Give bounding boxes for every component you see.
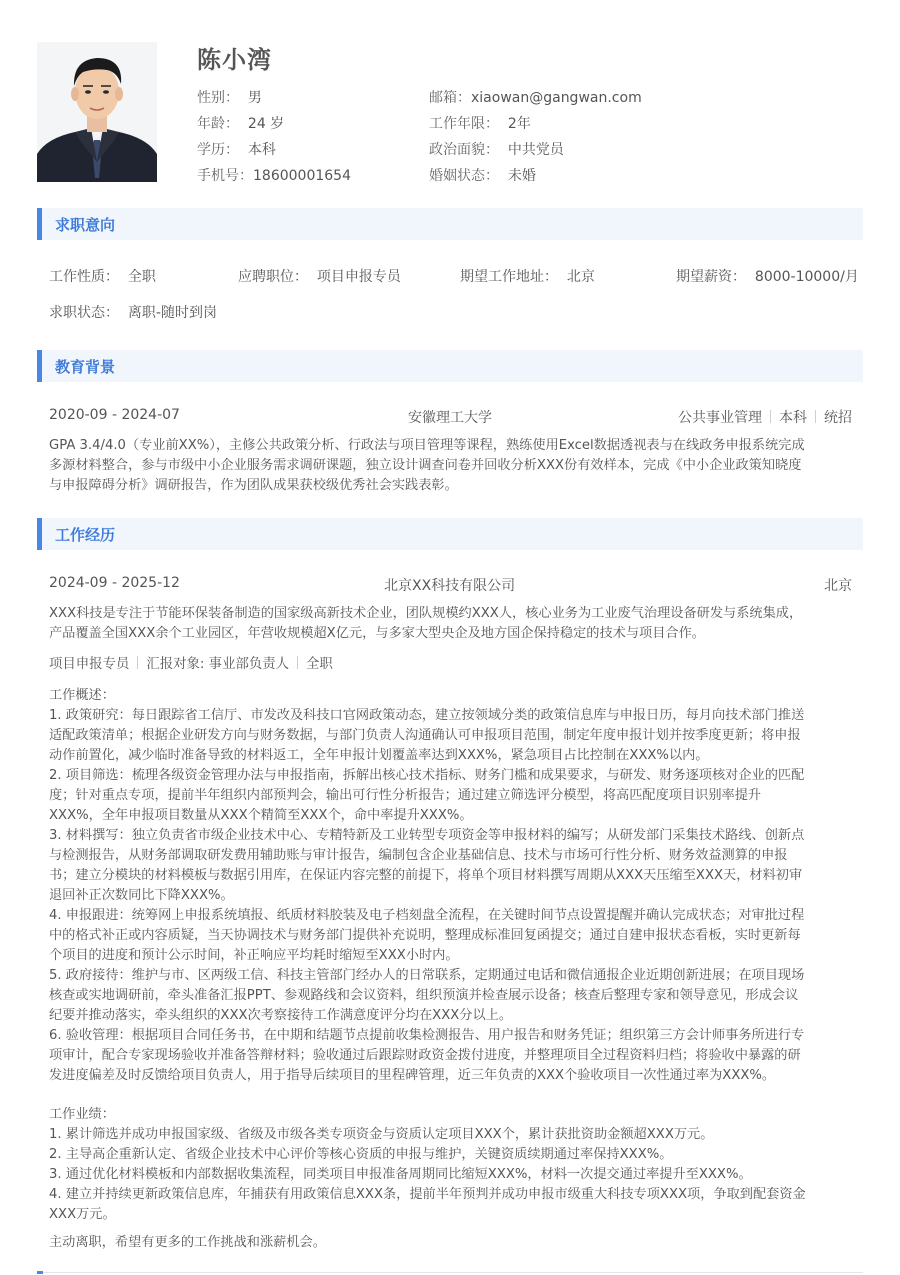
- intent-salary-label: 期望薪资：: [676, 269, 746, 285]
- text-line: 1. 累计筛选并成功申报国家级、省级及市级各类专项资金与资质认定项目XXX个，累计获批资助金额超XXX万元。: [49, 1127, 714, 1142]
- leave-reason: 主动离职，希望有更多的工作挑战和涨薪机会。: [49, 1235, 326, 1250]
- intent-status: [49, 302, 217, 322]
- intent-location-value: 北京: [566, 269, 595, 285]
- candidate-name: 陈小湾: [197, 46, 272, 74]
- education-period: 2020-09 - 2024-07: [49, 407, 180, 423]
- text-line: 动作前置化，减少临时准备导致的材料返工，全年申报计划覆盖率达到XXX%，紧急项目占比控制在XXX%以内。: [49, 748, 709, 763]
- work-years-label: 工作年限：: [429, 116, 499, 132]
- text-line: 工作业绩：: [49, 1107, 115, 1122]
- divider: [815, 410, 816, 423]
- text-line: 纪要并推动落实，牵头组织的XXX次考察接待工作满意度评分均在XXX分以上。: [49, 1008, 513, 1023]
- email-value: xiaowan@gangwan.com: [471, 90, 642, 106]
- section-accent-bar: [37, 1271, 43, 1274]
- education-degree: 本科: [779, 410, 807, 426]
- section-title-work: 工作经历: [55, 526, 116, 544]
- text-line: 2. 项目筛选：梳理各级资金管理办法与申报指南，拆解出核心技术指标、财务门槛和成果要求，与研发、财务逐项核对企业的匹配: [49, 768, 805, 783]
- text-line: 4. 建立并持续更新政策信息库，年捕获有用政策信息XXX条，提前半年预判并成功申报市级重大科技专项XXX项，争取到配套资金: [49, 1187, 806, 1202]
- education-major: 公共事业管理: [678, 410, 762, 426]
- age-label: 年龄：: [197, 116, 239, 132]
- gender-field: [197, 87, 262, 107]
- education-type: 统招: [824, 410, 852, 426]
- text-line: 适配政策清单；根据企业研发方向与财务数据，与部门负责人沟通确认可申报项目范围，制定年度申报计划并按季度更新；将申报: [49, 728, 801, 743]
- intent-location: [460, 266, 595, 286]
- work-job-type: 全职: [306, 657, 333, 672]
- text-line: XXX%，全年申报项目数量从XXX个精简至XXX个，命中率提升XXX%。: [49, 808, 473, 823]
- section-header-intent: [37, 208, 863, 240]
- text-line: 中的格式补正或内容质疑，当天协调技术与财务部门提供补充说明，整理成标准回复函提交；通过自建申报状态看板，实时更新每: [49, 928, 801, 943]
- intent-status-value: 离职-随时到岗: [127, 305, 217, 321]
- phone-field: [197, 165, 351, 185]
- education-value: 本科: [247, 142, 276, 158]
- political-field: [429, 139, 564, 159]
- intent-status-label: 求职状态：: [49, 305, 119, 321]
- intent-position: [238, 266, 401, 286]
- phone-label: 手机号：: [197, 168, 253, 184]
- text-line: 多源材料整合，参与市级中小企业服务需求调研课题，独立设计调查问卷并回收分析XXX份有效样本，完成《中小企业政策知晓度: [49, 458, 802, 473]
- work-period: 2024-09 - 2025-12: [49, 575, 180, 591]
- email-label: 邮箱：: [429, 90, 471, 106]
- gender-label: 性别：: [197, 90, 239, 106]
- work-city: 北京: [824, 578, 852, 594]
- age-field: [197, 113, 284, 133]
- text-line: 工作概述：: [49, 688, 115, 703]
- marital-label: 婚姻状态：: [429, 168, 499, 184]
- text-line: 3. 材料撰写：独立负责省市级企业技术中心、专精特新及工业转型专项资金等申报材料的编写；从研发部门采集技术路线、创新点: [49, 828, 805, 843]
- section-title-education: 教育背景: [55, 358, 116, 376]
- text-line: 产品覆盖全国XXX余个工业园区，年营收规模超X亿元，与多家大型央企及地方国企保持稳定的技术与项目合作。: [49, 626, 705, 641]
- work-achievements: [49, 1105, 853, 1225]
- section-header-education: [37, 350, 863, 382]
- text-line: 6. 验收管理：根据项目合同任务书，在中期和结题节点提前收集检测报告、用户报告和财务凭证；组织第三方会计师事务所进行专: [49, 1028, 805, 1043]
- political-value: 中共党员: [507, 142, 564, 158]
- text-line: 2. 主导高企重新认定、省级企业技术中心评价等核心资质的申报与维护，关键资质续期通过率保持XXX%。: [49, 1147, 673, 1162]
- section-header-work: [37, 518, 863, 550]
- intent-nature: [49, 266, 156, 286]
- education-field: [197, 139, 276, 159]
- text-line: 度；针对重点专项，提前半年组织内部预判会，输出可行性分析报告；通过建立筛选评分模型，将高匹配度项目识别率提升: [49, 788, 762, 803]
- work-tags: [49, 653, 333, 672]
- divider: [137, 656, 138, 669]
- gender-value: 男: [247, 90, 262, 106]
- intent-position-value: 项目申报专员: [316, 269, 401, 285]
- section-accent-bar: [37, 518, 42, 550]
- divider: [770, 410, 771, 423]
- text-line: 书；建立分模块的材料模板与数据引用库，在保证内容完整的前提下，将单个项目材料撰写周期从XXX天压缩至XXX天，材料初审: [49, 868, 803, 883]
- intent-location-label: 期望工作地址：: [460, 269, 558, 285]
- text-line: 3. 通过优化材料模板和内部数据收集流程，同类项目申报准备周期同比缩短XXX%，材料一次提交通过率提升至XXX%。: [49, 1167, 752, 1182]
- section-accent-bar: [37, 350, 42, 382]
- text-line: GPA 3.4/4.0（专业前XX%），主修公共政策分析、行政法与项目管理等课程，熟练使用Excel数据透视表与在线政务申报系统完成: [49, 438, 805, 453]
- work-report-to: 汇报对象: 事业部负责人: [146, 657, 290, 672]
- intent-salary-value: 8000-10000/月: [754, 269, 859, 285]
- text-line: 发进度偏差及时反馈给项目负责人，用于指导后续项目的里程碑管理，近三年负责的XXX个验收项目一次性通过率为XXX%。: [49, 1068, 776, 1083]
- text-line: 4. 申报跟进：统筹网上申报系统填报、纸质材料胶装及电子档刻盘全流程，在关键时间节点设置提醒并确认完成状态；对审批过程: [49, 908, 805, 923]
- text-line: 退回补正次数同比下降XXX%。: [49, 888, 234, 903]
- company-intro: [49, 604, 853, 644]
- education-school: 安徽理工大学: [408, 410, 492, 426]
- text-line: XXX科技是专注于节能环保装备制造的国家级高新技术企业，团队规模约XXX人，核心业务为工业废气治理设备研发与系统集成，: [49, 606, 803, 621]
- person-photo-icon: [37, 42, 157, 182]
- divider: [297, 656, 298, 669]
- education-label: 学历：: [197, 142, 239, 158]
- text-line: 与申报障碍分析》调研报告，作为团队成果获校级优秀社会实践表彰。: [49, 478, 458, 493]
- avatar: [37, 42, 157, 182]
- marital-value: 未婚: [507, 168, 536, 184]
- text-line: 5. 政府接待：维护与市、区两级工信、科技主管部门经办人的日常联系，定期通过电话和微信通报企业近期创新进展；在项目现场: [49, 968, 805, 983]
- intent-nature-label: 工作性质：: [49, 269, 119, 285]
- work-role: 项目申报专员: [49, 657, 130, 672]
- text-line: 项审计，配合专家现场验收并准备答辩材料；验收通过后跟踪财政资金拨付进度，并整理项目全过程资料归档；将验收中暴露的研: [49, 1048, 801, 1063]
- text-line: XXX万元。: [49, 1207, 116, 1222]
- text-line: 个项目的进度和预计公示时间，补正响应平均耗时缩短至XXX小时内。: [49, 948, 459, 963]
- section-accent-bar: [37, 208, 42, 240]
- intent-nature-value: 全职: [127, 269, 156, 285]
- email-field: [429, 87, 642, 107]
- age-value: 24 岁: [247, 116, 285, 132]
- intent-position-label: 应聘职位：: [238, 269, 308, 285]
- text-line: 1. 政策研究：每日跟踪省工信厅、市发改及科技口官网政策动态，建立按领域分类的政策信息库与申报日历，每月向技术部门推送: [49, 708, 805, 723]
- work-years-field: [429, 113, 531, 133]
- education-details: [678, 407, 852, 427]
- phone-value: 18600001654: [253, 168, 351, 184]
- education-description: [49, 436, 853, 496]
- work-company: 北京XX科技有限公司: [384, 578, 516, 594]
- marital-field: [429, 165, 536, 185]
- text-line: 核查或实地调研前，牵头准备汇报PPT、参观路线和会议资料，组织预演并检查展示设备；核查后整理专家和领导意见，形成会议: [49, 988, 799, 1003]
- section-title-intent: 求职意向: [55, 216, 116, 234]
- intent-salary: [676, 266, 859, 286]
- political-label: 政治面貌：: [429, 142, 499, 158]
- divider: [37, 1272, 863, 1273]
- text-line: 与检测报告，从财务部调取研发费用辅助账与审计报告，编制包含企业基础信息、技术与市场可行性分析、财务效益测算的申报: [49, 848, 788, 863]
- work-overview: [49, 686, 853, 1086]
- work-years-value: 2年: [507, 116, 531, 132]
